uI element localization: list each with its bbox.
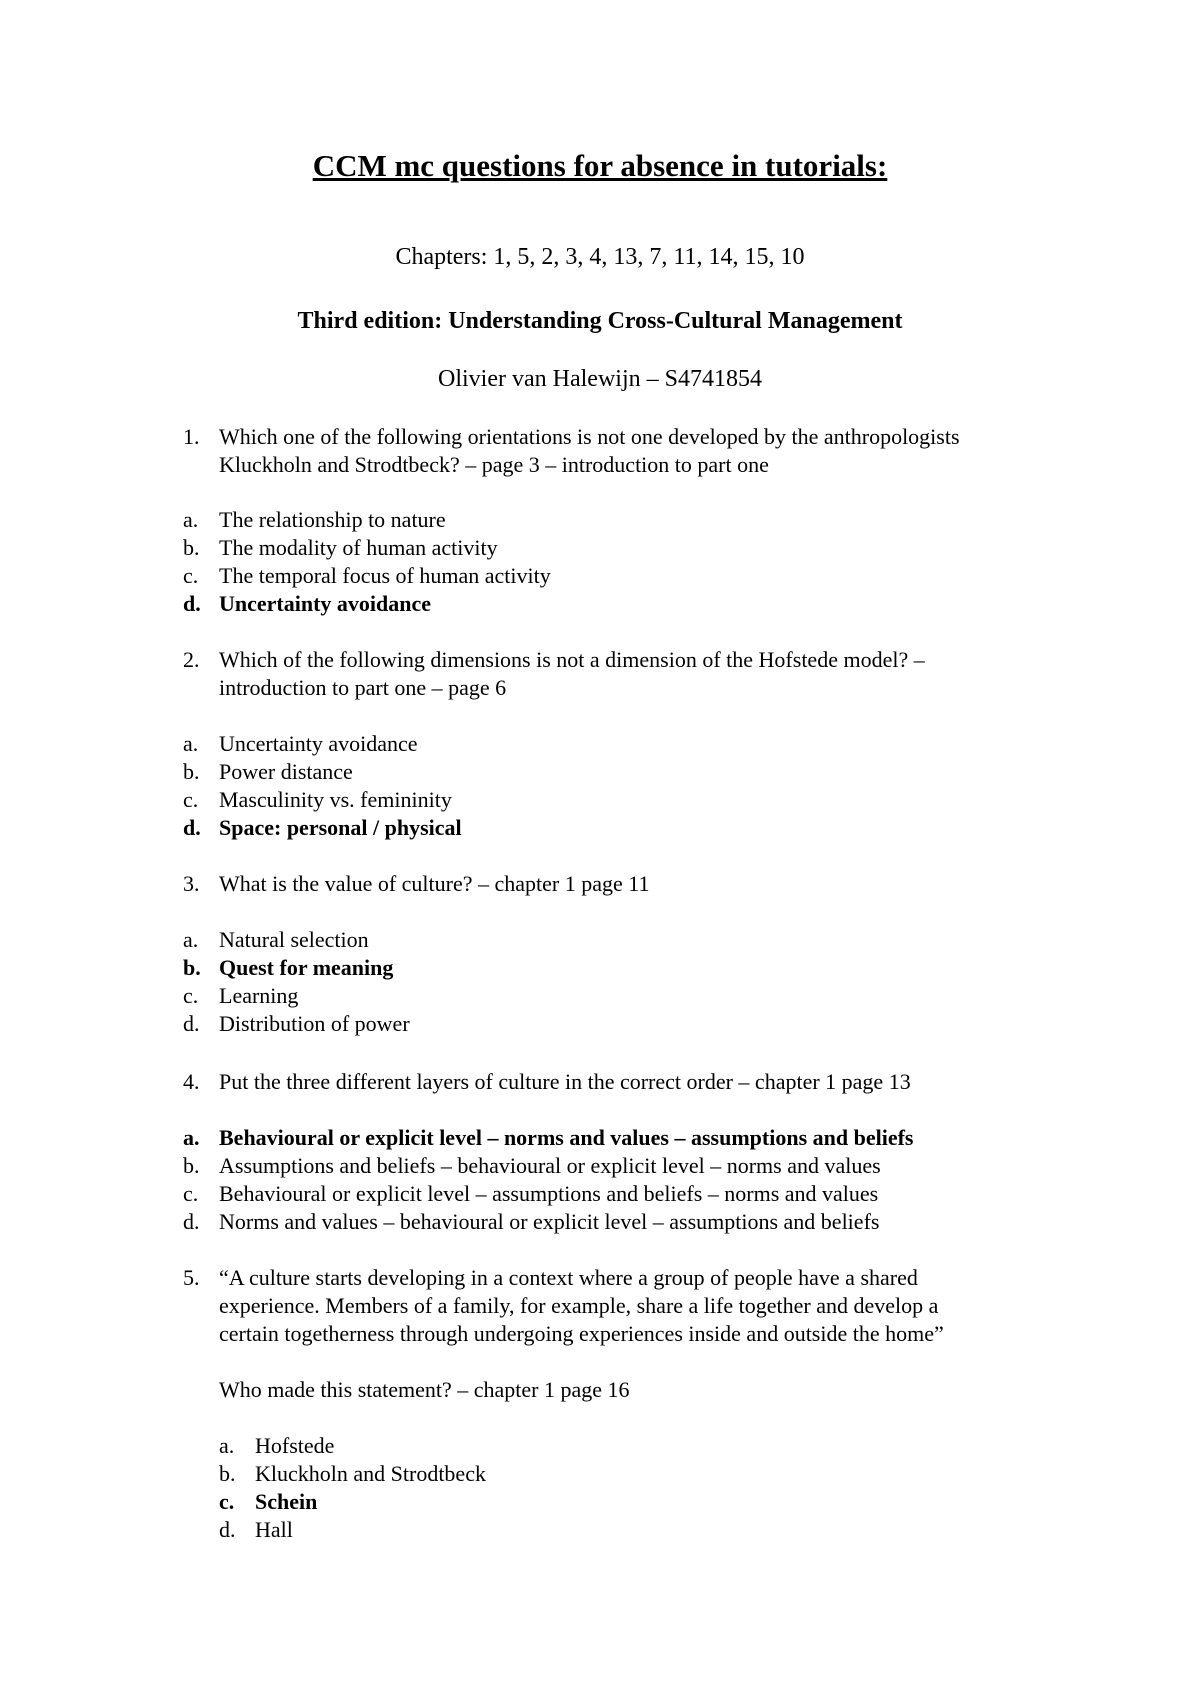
option-letter-correct: d. xyxy=(183,591,201,616)
option-letter: a. xyxy=(183,927,199,952)
question-text: certain togetherness through undergoing experiences inside and outside the home” xyxy=(219,1321,944,1346)
question-text: Which of the following dimensions is not a dimension of the Hofstede model? – xyxy=(219,647,925,672)
option-text-correct: Behavioural or explicit level – norms and values – assumptions and beliefs xyxy=(219,1125,914,1150)
document-title: CCM mc questions for absence in tutorials: xyxy=(312,148,888,183)
option-letter: d. xyxy=(183,1011,200,1036)
option-letter: d. xyxy=(183,1209,200,1234)
option-text: Norms and values – behavioural or explicit level – assumptions and beliefs xyxy=(219,1209,880,1234)
option-letter: b. xyxy=(219,1461,236,1486)
option-letter: c. xyxy=(183,563,199,588)
option-letter: a. xyxy=(183,507,199,532)
author-line: Olivier van Halewijn – S4741854 xyxy=(438,366,762,392)
option-text-correct: Space: personal / physical xyxy=(219,815,462,840)
option-letter: a. xyxy=(219,1433,235,1458)
option-text: Assumptions and beliefs – behavioural or explicit level – norms and values xyxy=(219,1153,881,1178)
option-text-correct: Quest for meaning xyxy=(219,955,394,980)
question-text: What is the value of culture? – chapter 1 page 11 xyxy=(219,871,650,896)
option-text: The temporal focus of human activity xyxy=(219,563,551,588)
option-letter-correct: c. xyxy=(219,1489,235,1514)
option-letter-correct: a. xyxy=(183,1125,200,1150)
question-text: Kluckholn and Strodtbeck? – page 3 – introduction to part one xyxy=(219,452,769,477)
edition-line: Third edition: Understanding Cross-Cultural Management xyxy=(297,308,903,334)
question-number: 5. xyxy=(183,1265,200,1290)
option-letter: c. xyxy=(183,1181,199,1206)
option-text: Masculinity vs. femininity xyxy=(219,787,452,812)
question-prompt: Who made this statement? – chapter 1 page 16 xyxy=(219,1377,630,1402)
chapters-line: Chapters: 1, 5, 2, 3, 4, 13, 7, 11, 14, 15, 10 xyxy=(395,244,805,270)
option-text: Hall xyxy=(255,1517,293,1542)
question-text: experience. Members of a family, for example, share a life together and develop a xyxy=(219,1293,939,1318)
option-text: Distribution of power xyxy=(219,1011,410,1036)
option-letter: d. xyxy=(219,1517,236,1542)
question-text: introduction to part one – page 6 xyxy=(219,675,507,700)
option-letter: b. xyxy=(183,535,200,560)
option-text: The modality of human activity xyxy=(219,535,498,560)
option-letter: c. xyxy=(183,787,199,812)
option-letter-correct: d. xyxy=(183,815,201,840)
option-text: Behavioural or explicit level – assumptions and beliefs – norms and values xyxy=(219,1181,879,1206)
option-text: Power distance xyxy=(219,759,353,784)
option-text: Uncertainty avoidance xyxy=(219,731,418,756)
option-text: Learning xyxy=(219,983,299,1008)
question-text: Put the three different layers of culture in the correct order – chapter 1 page 13 xyxy=(219,1069,911,1094)
question-text: Which one of the following orientations is not one developed by the anthropologists xyxy=(219,424,960,449)
question-number: 4. xyxy=(183,1069,200,1094)
option-letter-correct: b. xyxy=(183,955,201,980)
question-number: 1. xyxy=(183,424,200,449)
option-text: Natural selection xyxy=(219,927,369,952)
option-letter: b. xyxy=(183,1153,200,1178)
question-number: 2. xyxy=(183,647,200,672)
option-text-correct: Schein xyxy=(255,1489,318,1514)
option-text: The relationship to nature xyxy=(219,507,446,532)
option-text: Hofstede xyxy=(255,1433,335,1458)
option-letter: b. xyxy=(183,759,200,784)
question-number: 3. xyxy=(183,871,200,896)
question-text: “A culture starts developing in a context where a group of people have a shared xyxy=(219,1265,918,1290)
option-text-correct: Uncertainty avoidance xyxy=(219,591,432,616)
option-text: Kluckholn and Strodtbeck xyxy=(255,1461,486,1486)
option-letter: c. xyxy=(183,983,199,1008)
option-letter: a. xyxy=(183,731,199,756)
